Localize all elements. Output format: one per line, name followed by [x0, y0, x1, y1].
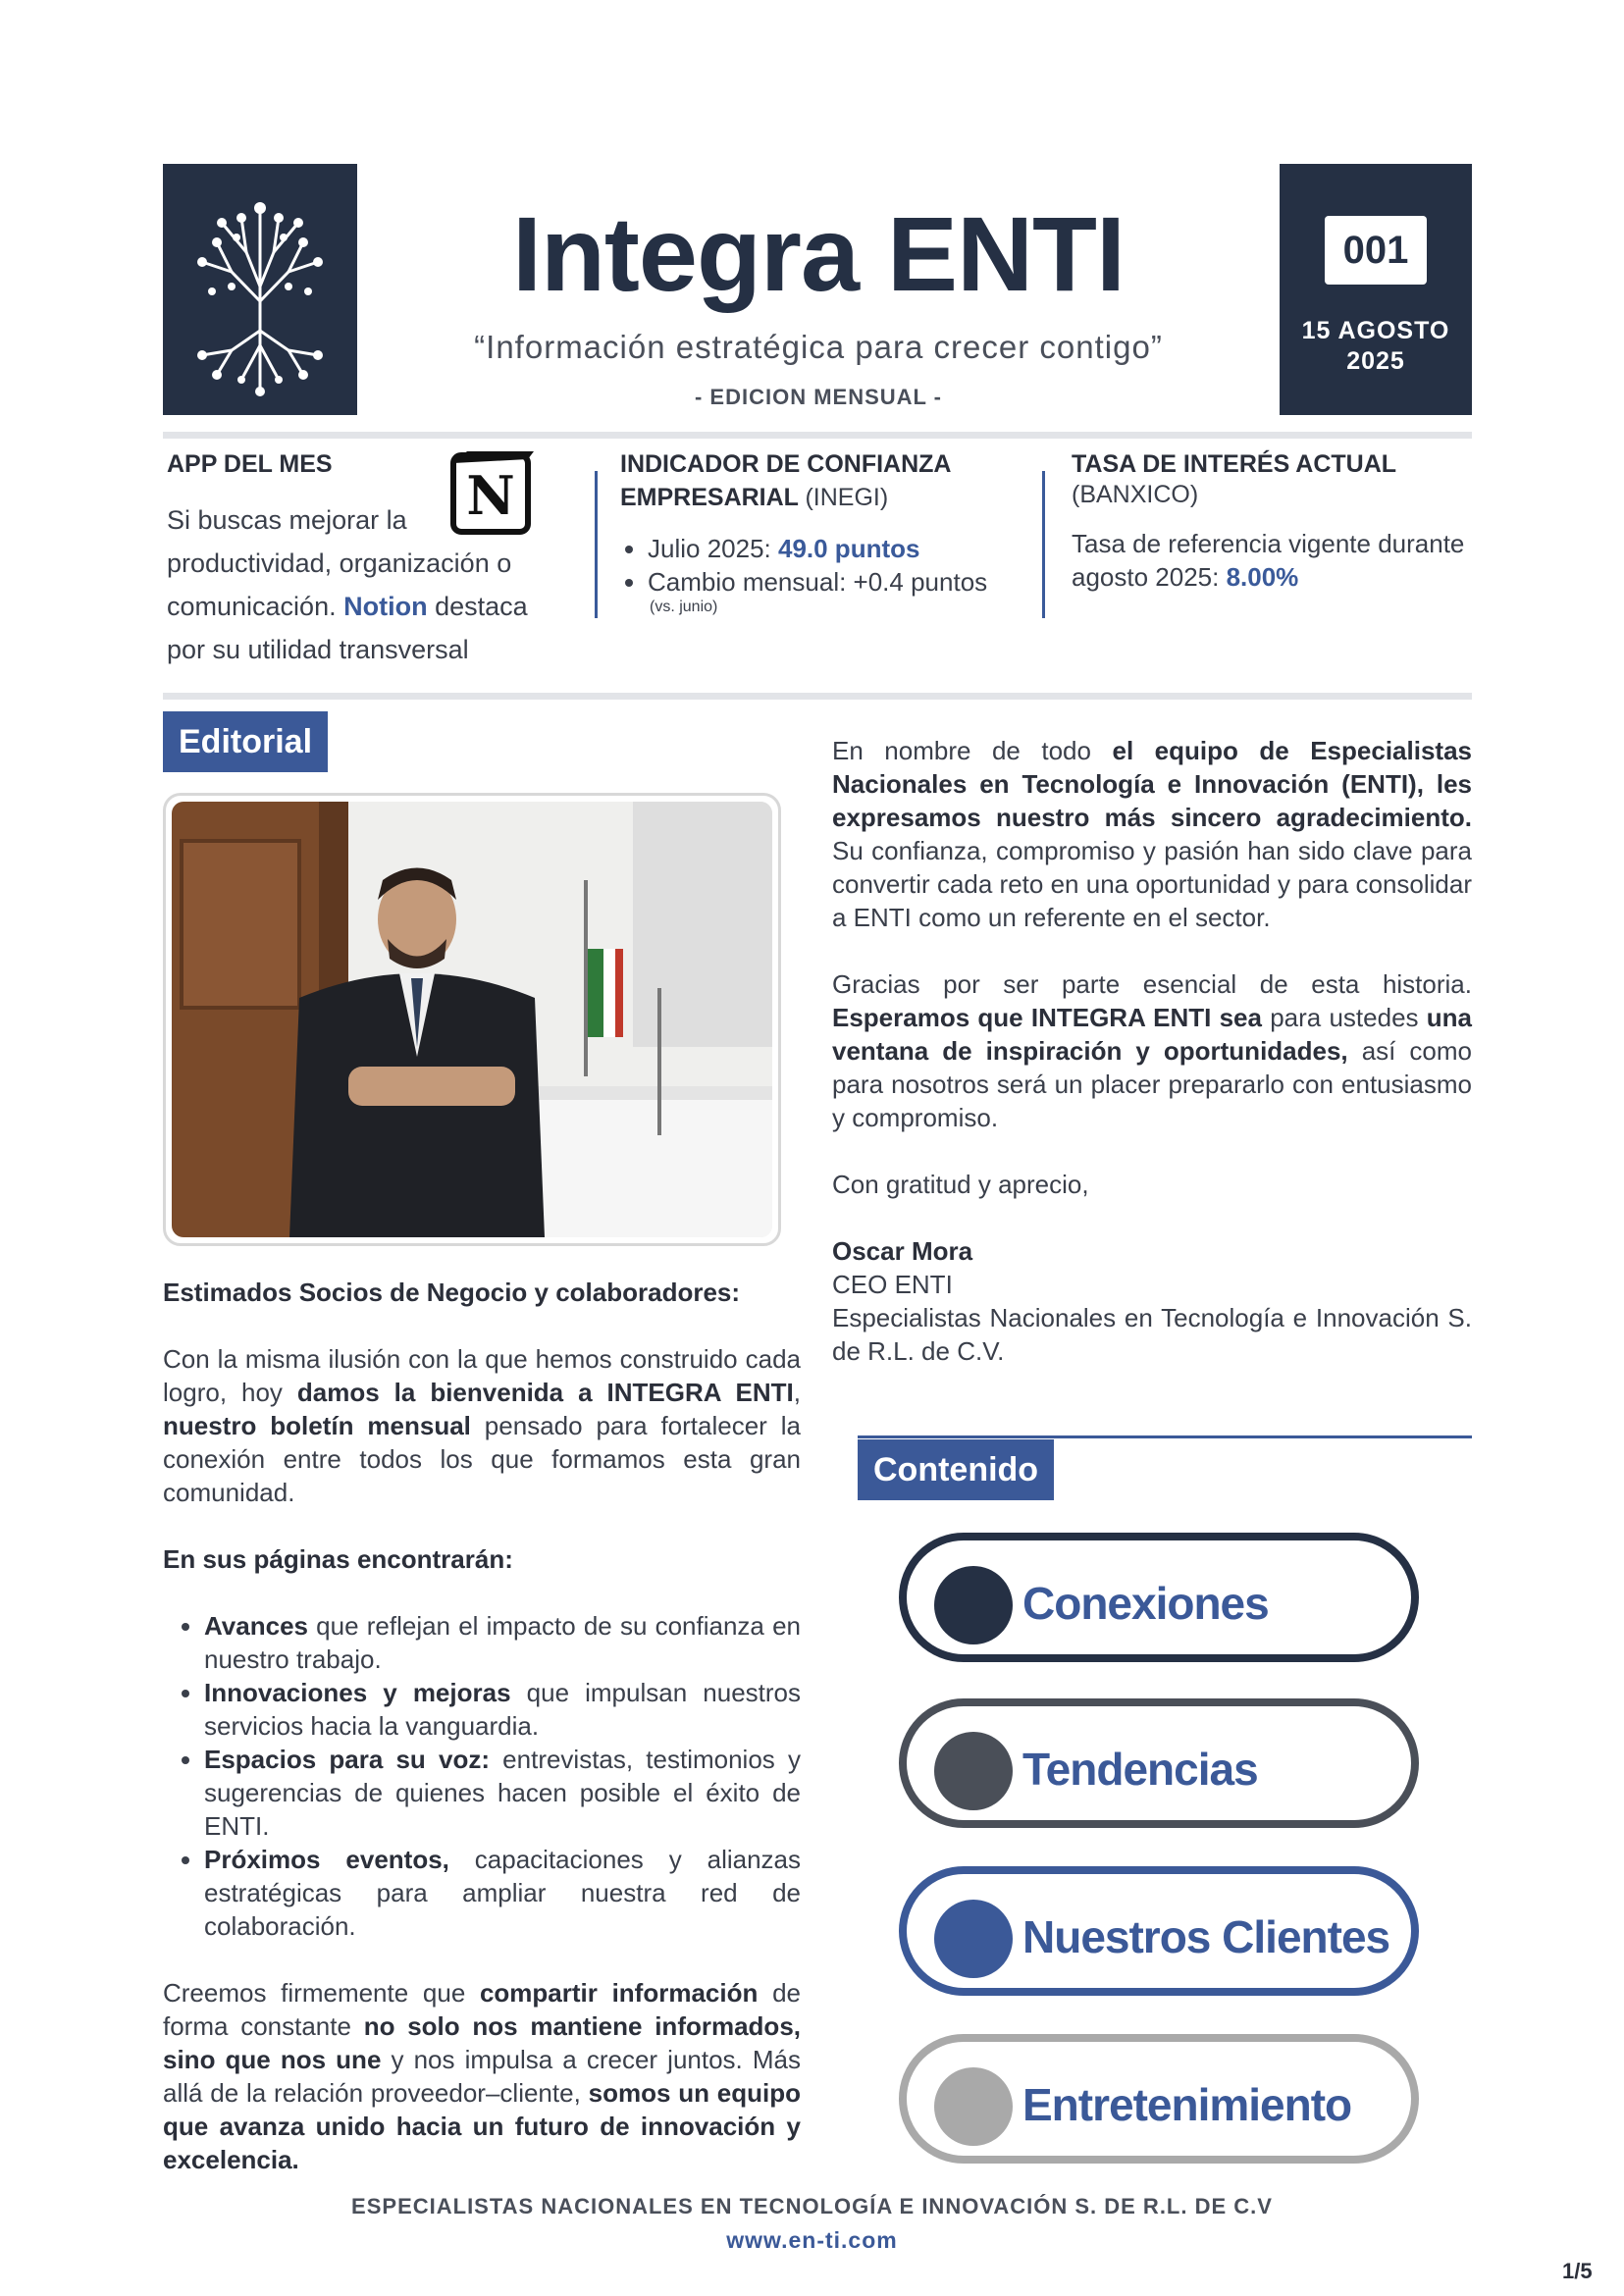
issue-badge	[1280, 164, 1472, 415]
list-item	[204, 1743, 801, 1843]
notion-icon	[447, 449, 536, 538]
r2-a: Gracias por ser parte esencial de esta historia.	[832, 969, 1472, 999]
editorial-bullet-list	[163, 1609, 801, 1943]
p2-e: y nos impulsa a crecer juntos. Más allá de la relación proveedor–cliente,	[163, 2045, 801, 2108]
contenido-item-label: Tendencias	[1022, 1744, 1258, 1795]
tasa-label: Tasa de referencia vigente durante agosto 2025:	[1072, 529, 1465, 592]
app-name: Notion	[343, 592, 428, 621]
p2-c: de forma constante	[163, 1978, 801, 2041]
confianza-title: INDICADOR DE CONFIANZA EMPRESARIAL	[620, 450, 951, 511]
editorial-paragraph	[163, 1342, 801, 1509]
ceo-photo	[163, 793, 781, 1246]
r2-d: una ventana de inspiración y oportunidades,	[832, 1003, 1472, 1066]
editorial-greeting: Estimados Socios de Negocio y colaboradores:	[163, 1278, 741, 1307]
r1-b: el equipo de Especialistas Nacionales en Tecnología e Innovación (ENTI), les expresamos nuestro más sincero agradecimiento.	[832, 736, 1472, 832]
confianza-heading	[620, 447, 1042, 514]
bullet-bold: Innovaciones y mejoras	[204, 1678, 511, 1707]
p1-a: Con la misma ilusión con la que hemos construido cada logro, hoy	[163, 1344, 801, 1407]
app-text-after: destaca por su utilidad transversal	[167, 592, 528, 664]
editorial-paragraph	[832, 734, 1472, 934]
newsletter-title: Integra ENTI	[511, 194, 1126, 313]
editorial-paragraph	[832, 967, 1472, 1134]
r1-c: Su confianza, compromiso y pasión han sido clave para convertir cada reto en una oportunidad y para consolidar a ENTI como un referente en el sector.	[832, 836, 1472, 932]
r1-a: En nombre de todo	[832, 736, 1113, 765]
editorial-paragraph	[163, 1976, 801, 2176]
bullet-text: entrevistas, testimonios y sugerencias de quienes hacen posible el éxito de ENTI.	[204, 1745, 801, 1841]
divider	[163, 432, 1472, 439]
closing: Con gratitud y aprecio,	[832, 1170, 1089, 1199]
signer-company: Especialistas Nacionales en Tecnología e Innovación S. de R.L. de C.V.	[832, 1303, 1472, 1366]
bullet-text: capacitaciones y alianzas estratégicas para ampliar nuestra red de colaboración.	[204, 1845, 802, 1941]
bullet-text: que reflejan el impacto de su confianza en nuestro trabajo.	[204, 1611, 801, 1674]
app-text-before: Si buscas mejorar la productividad, organización o comunicación.	[167, 505, 512, 621]
app-del-mes-heading: APP DEL MES	[167, 450, 333, 478]
bullet-circle-icon	[934, 1900, 1013, 1978]
bullet-circle-icon	[934, 2067, 1013, 2146]
contenido-item-label: Conexiones	[1022, 1578, 1269, 1629]
confianza-item1-value: 49.0 puntos	[777, 534, 920, 563]
issue-date	[1280, 316, 1472, 377]
p1-d: nuestro boletín mensual	[163, 1411, 471, 1440]
tasa-source: (BANXICO)	[1072, 481, 1199, 508]
confianza-item	[648, 532, 1042, 565]
bullet-bold: Espacios para su voz:	[204, 1745, 490, 1774]
list-item	[204, 1843, 801, 1943]
editorial-right-column	[832, 734, 1472, 1368]
tree-circuit-logo-icon	[163, 164, 357, 415]
ceo-photo-image	[172, 802, 772, 1237]
bullet-circle-icon	[934, 1566, 1013, 1644]
issue-date-line1: 15 AGOSTO	[1301, 317, 1450, 344]
r2-c: para ustedes	[1261, 1003, 1427, 1032]
footer-link[interactable]: www.en-ti.com	[726, 2227, 898, 2253]
editorial-tag: Editorial	[163, 711, 328, 772]
contenido-item-nuestros-clientes[interactable]	[899, 1866, 1419, 1996]
bullet-bold: Próximos eventos,	[204, 1845, 449, 1874]
divider	[163, 693, 1472, 700]
column-divider	[595, 471, 598, 618]
p2-d: no solo nos mantiene informados, sino que nos une	[163, 2011, 802, 2074]
r2-b: Esperamos que INTEGRA ENTI sea	[832, 1003, 1262, 1032]
p2-a: Creemos firmemente que	[163, 1978, 480, 2008]
confianza-source: (INEGI)	[805, 484, 889, 511]
list-item	[204, 1676, 801, 1743]
bullet-bold: Avances	[204, 1611, 308, 1641]
signer-title: CEO ENTI	[832, 1270, 953, 1299]
r2-e: así como para nosotros será un placer prepararlo con entusiasmo y compromiso.	[832, 1036, 1472, 1132]
contenido-item-entretenimiento[interactable]	[899, 2034, 1419, 2164]
svg-text:N: N	[466, 464, 515, 527]
confianza-list	[620, 532, 1042, 599]
contenido-item-label: Entretenimiento	[1022, 2079, 1352, 2130]
confianza-item	[648, 565, 1042, 599]
edition-label: - EDICION MENSUAL -	[694, 385, 943, 409]
contenido-rule	[858, 1435, 1472, 1438]
contenido-item-tendencias[interactable]	[899, 1698, 1419, 1828]
confianza-item2-label: Cambio mensual: +0.4 puntos	[648, 567, 988, 597]
tasa-section	[1072, 447, 1474, 594]
footer-company: ESPECIALISTAS NACIONALES EN TECNOLOGÍA E INNOVACIÓN S. DE R.L. DE C.V	[351, 2194, 1273, 2218]
bullet-circle-icon	[934, 1732, 1013, 1810]
column-divider	[1042, 471, 1045, 618]
tasa-heading: TASA DE INTERÉS ACTUAL	[1072, 450, 1397, 478]
list-item	[204, 1609, 801, 1676]
page-number: 1/5	[1562, 2259, 1593, 2283]
issue-date-line2: 2025	[1346, 347, 1405, 375]
signer-name: Oscar Mora	[832, 1236, 973, 1266]
p2-b: compartir información	[479, 1978, 759, 2008]
bullet-text: que impulsan nuestros servicios hacia la vanguardia.	[204, 1678, 801, 1741]
contenido-tag: Contenido	[858, 1439, 1054, 1500]
p1-e: pensado para fortalecer la conexión entre todos los que formamos esta gran comunidad.	[163, 1411, 801, 1507]
list-heading: En sus páginas encontrarán:	[163, 1544, 513, 1574]
confianza-section	[620, 447, 1042, 616]
newsletter-tagline: “Información estratégica para crecer contigo”	[474, 329, 1163, 365]
editorial-left-column	[163, 1276, 801, 2176]
contenido-item-conexiones[interactable]	[899, 1533, 1419, 1662]
p2-f: somos un equipo que avanza unido hacia un futuro de innovación y excelencia.	[163, 2078, 801, 2174]
confianza-note: (vs. junio)	[650, 599, 718, 615]
contenido-item-label: Nuestros Clientes	[1022, 1911, 1390, 1962]
confianza-item1-label: Julio 2025:	[648, 534, 778, 563]
tasa-text	[1072, 527, 1474, 594]
issue-number: 001	[1325, 216, 1427, 285]
tasa-value: 8.00%	[1226, 562, 1299, 592]
p1-c: ,	[793, 1378, 802, 1407]
p1-b: damos la bienvenida a INTEGRA ENTI	[296, 1378, 794, 1407]
logo	[163, 164, 357, 415]
